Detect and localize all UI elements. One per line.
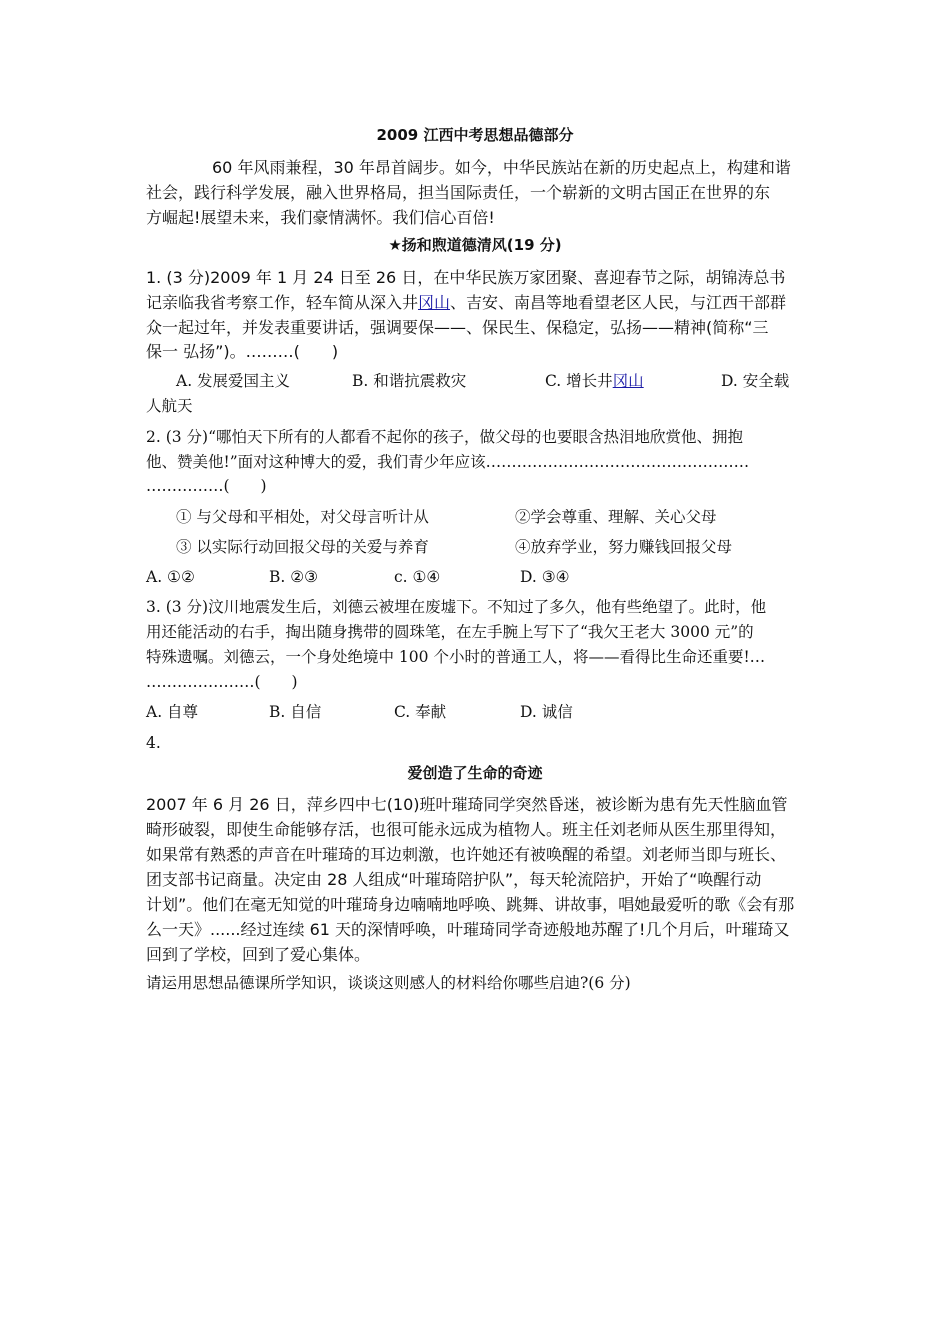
q4-story-line: 畸形破裂，即使生命能够存活，也很可能永远成为植物人。班主任刘老师从医生那里得知， <box>146 820 787 839</box>
q1-line-1: 1. (3 分)2009 年 1 月 24 日至 26 日，在中华民族万家团聚、喜迎春节之际，胡锦涛总书 <box>146 268 786 287</box>
q3-option-a: A. 自尊 <box>146 703 199 721</box>
q2-option-b: B. ②③ <box>269 568 319 586</box>
q3-line-3: 特殊遗嘱。刘德云，一个身处绝境中 100 个小时的普通工人，将——看得比生命还重要!… <box>146 648 766 666</box>
q1-line-2-text-after: 、吉安、南昌等地看望老区人民，与江西干部群 <box>450 293 787 312</box>
intro-line-3: 方崛起!展望未来，我们豪情满怀。我们信心百倍! <box>146 208 495 227</box>
q1-option-c <box>545 374 644 390</box>
q4-story-title: 爱创造了生命的奇迹 <box>407 764 543 782</box>
q1-option-d: D. 安全载 <box>721 372 790 390</box>
q2-option-c: c. ①④ <box>394 568 441 586</box>
q2-option-d: D. ③④ <box>520 568 570 586</box>
jinggangshan-option-link[interactable]: 冈山 <box>612 372 644 390</box>
q2-line-2: 他、赞美他!”面对这种博大的爱，我们青少年应该…………………………………………… <box>146 453 750 471</box>
q2-option-a: A. ①② <box>146 568 195 586</box>
intro-line-1: 60 年风雨兼程，30 年昂首阔步。如今，中华民族站在新的历史起点上，构建和谐 <box>212 158 791 177</box>
q2-item-4: ④放弃学业，努力赚钱回报父母 <box>515 538 733 556</box>
q4-story-line: 2007 年 6 月 26 日，萍乡四中七(10)班叶璀琦同学突然昏迷，被诊断为患有先天性脑血管 <box>146 795 788 814</box>
q2-item-3: ③ 以实际行动回报父母的关爱与养育 <box>176 538 429 556</box>
q3-option-b: B. 自信 <box>269 703 322 721</box>
intro-line-2: 社会，践行科学发展，融入世界格局，担当国际责任，一个崭新的文明古国正在世界的东 <box>146 183 771 202</box>
q2-item-1: ① 与父母和平相处，对父母言听计从 <box>176 508 429 526</box>
q4-story-line: 回到了学校，回到了爱心集体。 <box>146 945 371 964</box>
q4-story-line: 如果常有熟悉的声音在叶璀琦的耳边刺激，也许她还有被唤醒的希望。刘老师当即与班长、 <box>146 845 787 864</box>
q4-story-line: 么一天》......经过连续 61 天的深情呼唤，叶璀琦同学奇迹般地苏醒了!几个月后，叶璀琦又 <box>146 920 790 939</box>
q1-line-4: 保一 弘扬”)。………( ) <box>146 342 339 361</box>
q1-line-2-text: 记亲临我省考察工作，轻车简从深入井 <box>146 293 419 312</box>
q1-line-3: 众一起过年，并发表重要讲话，强调要保——、保民生、保稳定，弘扬——精神(简称“三 <box>146 318 769 337</box>
q3-line-4: …………………( ) <box>146 673 298 691</box>
q1-option-b: B. 和谐抗震救灾 <box>352 372 467 390</box>
q1-line-2 <box>146 295 786 311</box>
q4-number: 4. <box>146 734 161 752</box>
q1-option-d-continued: 人航天 <box>146 397 193 415</box>
q4-story-line: 团支部书记商量。决定由 28 人组成“叶璀琦陪护队”，每天轮流陪护，开始了“唤醒行动 <box>146 870 762 889</box>
page-title: 2009 江西中考思想品德部分 <box>376 126 574 144</box>
q2-line-1: 2. (3 分)“哪怕天下所有的人都看不起你的孩子，做父母的也要眼含热泪地欣赏他、拥抱 <box>146 428 744 446</box>
q4-prompt: 请运用思想品德课所学知识，谈谈这则感人的材料给你哪些启迪?(6 分) <box>146 974 631 992</box>
q2-line-3: ……………( ) <box>146 477 267 495</box>
q2-item-2: ②学会尊重、理解、关心父母 <box>515 508 717 526</box>
q3-option-d: D. 诚信 <box>520 703 573 721</box>
q1-option-c-text: C. 增长井 <box>545 372 613 390</box>
q4-story-line: 计划”。他们在毫无知觉的叶璀琦身边喃喃地呼唤、跳舞、讲故事，唱她最爱听的歌《会有那 <box>146 895 795 914</box>
section-heading: ★扬和煦道德清风(19 分) <box>388 236 562 254</box>
q1-option-a: A. 发展爱国主义 <box>176 372 291 390</box>
q3-option-c: C. 奉献 <box>394 703 447 721</box>
q3-line-1: 3. (3 分)汶川地震发生后，刘德云被埋在废墟下。不知过了多久，他有些绝望了。此时，他 <box>146 598 767 616</box>
jinggangshan-link[interactable]: 冈山 <box>418 293 451 312</box>
q3-line-2: 用还能活动的右手，掏出随身携带的圆珠笔，在左手腕上写下了“我欠王老大 3000 元”的 <box>146 623 754 641</box>
